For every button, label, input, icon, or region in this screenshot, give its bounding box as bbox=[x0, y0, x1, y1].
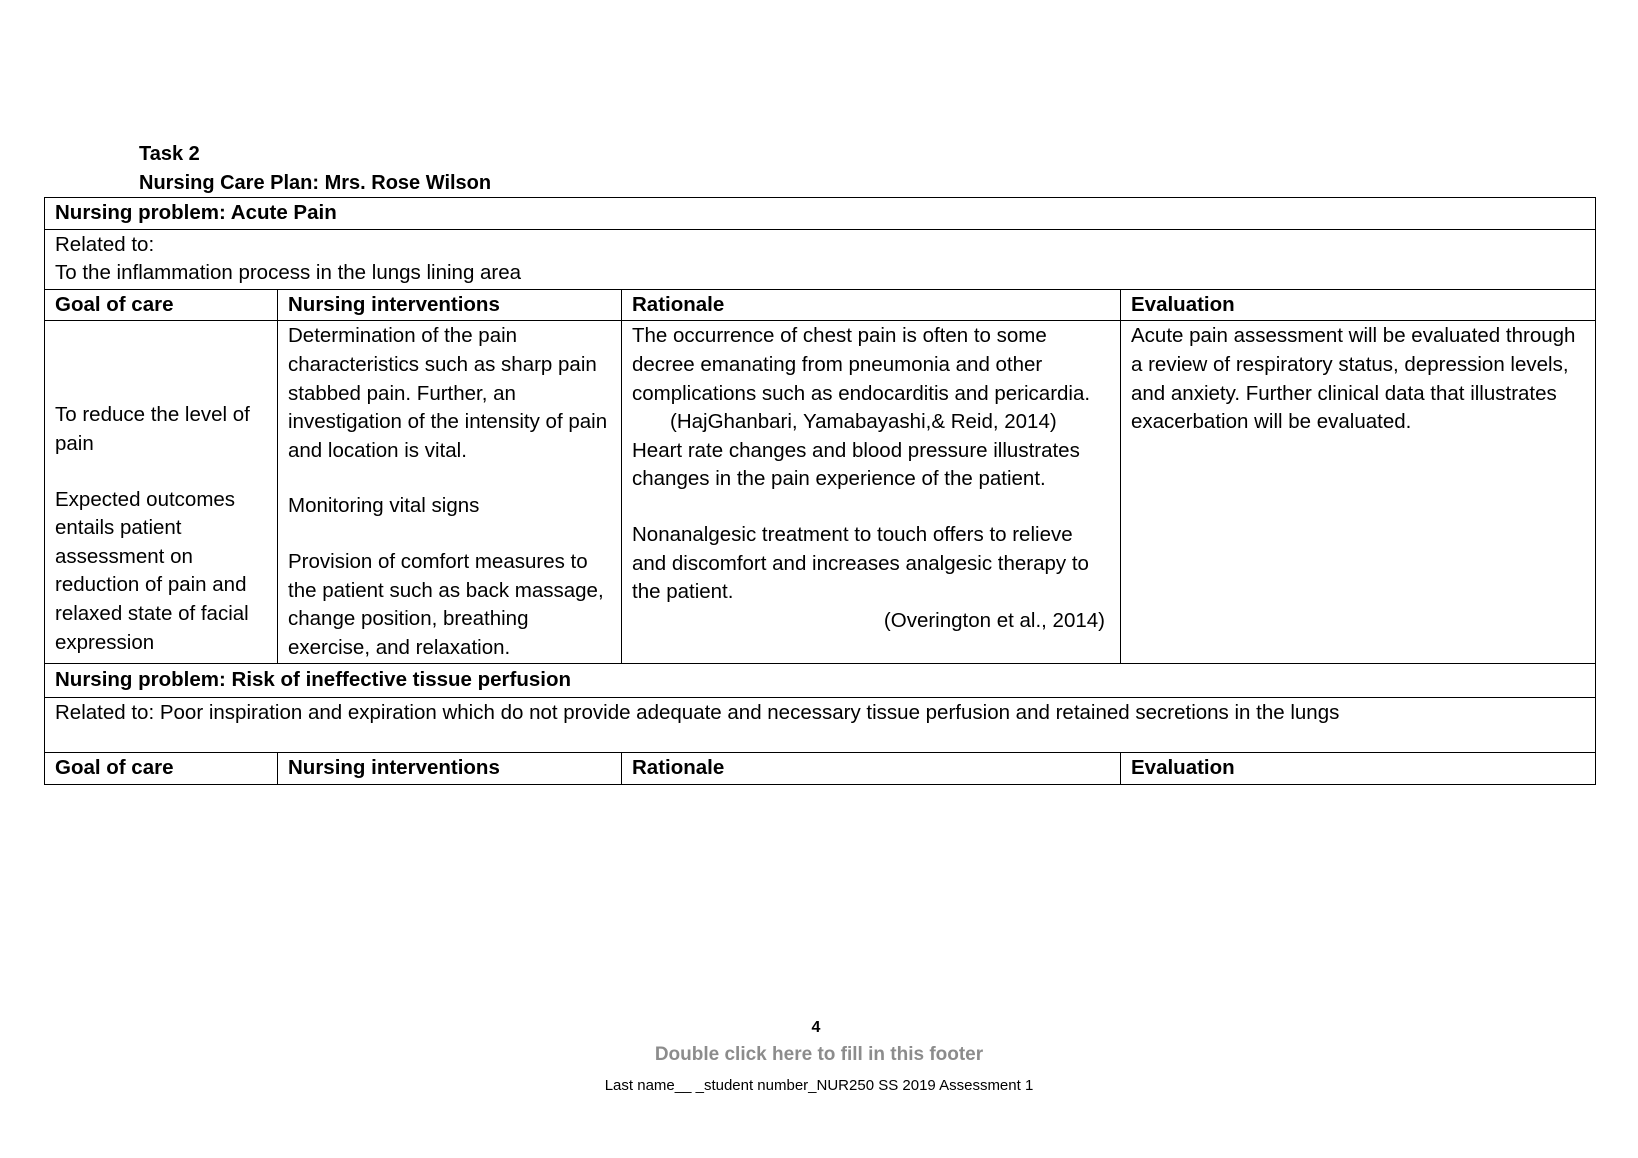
rationale-citation-1: (HajGhanbari, Yamabayashi,& Reid, 2014) bbox=[670, 410, 1057, 434]
header-goal-of-care-2: Goal of care bbox=[45, 752, 278, 784]
rationale-citation-2: (Overington et al., 2014) bbox=[883, 608, 1105, 632]
rationale-cell bbox=[622, 321, 1121, 664]
intervention-comfort-measures: Provision of comfort measures to the patient such as back massage, change position, breathing exercise, and relaxation. bbox=[288, 549, 604, 659]
problem-2-title: Nursing problem: Risk of ineffective tissue perfusion bbox=[45, 664, 1596, 698]
problem-1-related-row bbox=[45, 229, 1596, 289]
evaluation-text: Acute pain assessment will be evaluated through a review of respiratory status, depression levels, and anxiety. Further clinical data that illustrates exacerbation will be evaluated. bbox=[1131, 324, 1576, 434]
header-nursing-interventions-2: Nursing interventions bbox=[278, 752, 622, 784]
goal-text: To reduce the level of pain bbox=[55, 403, 250, 455]
care-plan-title: Nursing Care Plan: Mrs. Rose Wilson bbox=[139, 172, 492, 194]
footer-placeholder[interactable]: Double click here to fill in this footer bbox=[654, 1044, 984, 1065]
intervention-pain-determination: Determination of the pain characteristics such as sharp pain stabbed pain. Further, an investigation of the intensity of pain and location is vital. bbox=[288, 324, 608, 462]
rationale-chest-pain: The occurrence of chest pain is often to some decree emanating from pneumonia and other complications such as endocarditis and pericardia. bbox=[632, 324, 1091, 405]
footer-text: Last name__ _student number_NUR250 SS 2019 Assessment 1 bbox=[604, 1077, 1034, 1094]
header-rationale-2: Rationale bbox=[622, 752, 1121, 784]
problem-1-related-text: To the inflammation process in the lungs lining area bbox=[55, 261, 522, 285]
problem-2-header-row bbox=[45, 752, 1596, 784]
header-rationale: Rationale bbox=[622, 289, 1121, 321]
expected-outcomes-text: Expected outcomes entails patient assessment on reduction of pain and relaxed state of facial expression bbox=[55, 487, 249, 654]
task-title: Task 2 bbox=[139, 143, 200, 165]
rationale-nonanalgesic: Nonanalgesic treatment to touch offers to relieve and discomfort and increases analgesic therapy to the patient. bbox=[632, 522, 1089, 604]
header-goal-of-care: Goal of care bbox=[45, 289, 278, 321]
header-evaluation-2: Evaluation bbox=[1121, 752, 1596, 784]
problem-2-title-row bbox=[45, 664, 1596, 698]
care-plan-table bbox=[44, 197, 1596, 785]
problem-1-body-row bbox=[45, 321, 1596, 664]
header-nursing-interventions: Nursing interventions bbox=[278, 289, 622, 321]
header-evaluation: Evaluation bbox=[1121, 289, 1596, 321]
nursing-interventions-cell bbox=[278, 321, 622, 664]
page-number: 4 bbox=[811, 1019, 821, 1036]
problem-2-related-text: Related to: Poor inspiration and expiration which do not provide adequate and necessary tissue perfusion and retained secretions in the lungs bbox=[45, 697, 1596, 752]
problem-1-related-label: Related to: bbox=[55, 232, 155, 256]
goal-of-care-cell bbox=[45, 321, 278, 664]
problem-1-related-cell bbox=[45, 229, 1596, 289]
rationale-heart-rate: Heart rate changes and blood pressure illustrates changes in the pain experience of the patient. bbox=[632, 438, 1080, 491]
problem-1-title: Nursing problem: Acute Pain bbox=[45, 198, 1596, 230]
problem-2-related-row bbox=[45, 697, 1596, 752]
intervention-vital-signs: Monitoring vital signs bbox=[288, 494, 480, 518]
problem-1-header-row bbox=[45, 289, 1596, 321]
evaluation-cell bbox=[1121, 321, 1596, 664]
problem-1-title-row bbox=[45, 198, 1596, 230]
